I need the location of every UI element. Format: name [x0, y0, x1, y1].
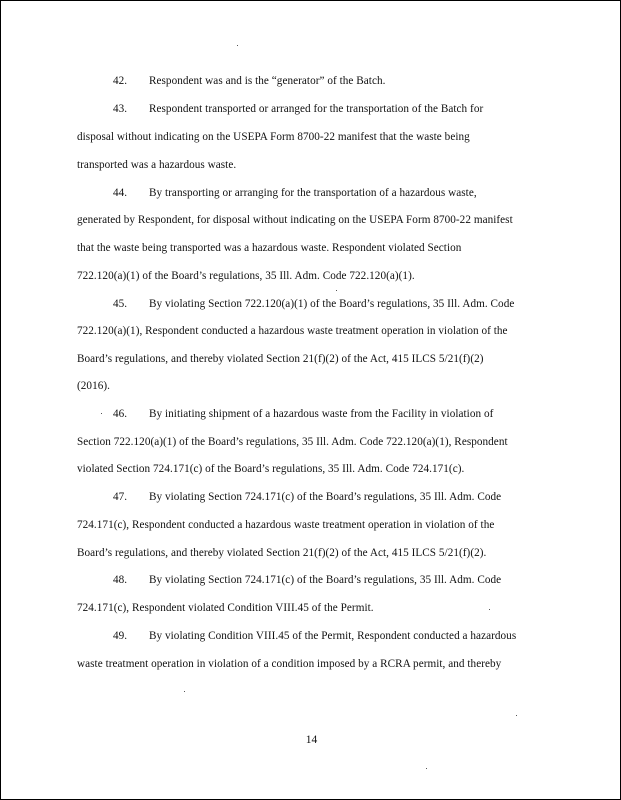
paragraph-line: generated by Respondent, for disposal without indicating on the USEPA Form 8700-22 manifest: [77, 214, 513, 226]
page-number: 14: [305, 734, 318, 746]
paragraph-line: transported was a hazardous waste.: [77, 159, 237, 171]
scan-speck: [237, 45, 238, 46]
paragraph-line: Respondent transported or arranged for the transportation of the Batch for: [149, 103, 484, 115]
paragraph-number: 46.: [113, 408, 127, 420]
paragraph-line: By transporting or arranging for the transportation of a hazardous waste,: [149, 187, 477, 199]
paragraph-line: 722.120(a)(1) of the Board’s regulations, 35 Ill. Adm. Code 722.120(a)(1).: [77, 270, 415, 282]
scan-speck: [426, 768, 427, 769]
paragraph-line: By violating Section 724.171(c) of the Board’s regulations, 35 Ill. Adm. Code: [149, 574, 502, 586]
paragraph-line: 724.171(c), Respondent violated Condition VIII.45 of the Permit.: [77, 602, 374, 614]
paragraph-line: 724.171(c), Respondent conducted a hazardous waste treatment operation in violation of the: [77, 519, 495, 531]
scan-speck: [101, 413, 102, 414]
paragraph-line: violated Section 724.171(c) of the Board’s regulations, 35 Ill. Adm. Code 724.171(c).: [77, 463, 465, 475]
scan-speck: [184, 691, 185, 692]
scan-speck: [489, 609, 490, 610]
paragraph-line: By violating Condition VIII.45 of the Permit, Respondent conducted a hazardous: [149, 630, 517, 642]
paragraph-number: 47.: [113, 491, 127, 503]
paragraph-line: 722.120(a)(1), Respondent conducted a hazardous waste treatment operation in violation of the: [77, 325, 508, 337]
paragraph-number: 43.: [113, 103, 127, 115]
paragraph-line: By violating Section 722.120(a)(1) of the Board’s regulations, 35 Ill. Adm. Code: [149, 298, 515, 310]
paragraph-number: 48.: [113, 574, 127, 586]
paragraph-line: (2016).: [77, 380, 110, 392]
paragraph-line: that the waste being transported was a hazardous waste. Respondent violated Section: [77, 242, 462, 254]
paragraph-number: 49.: [113, 630, 127, 642]
paragraph-line: By initiating shipment of a hazardous waste from the Facility in violation of: [149, 408, 494, 420]
paragraph-line: waste treatment operation in violation of a condition imposed by a RCRA permit, and thereby: [77, 658, 502, 670]
paragraph-number: 45.: [113, 298, 127, 310]
paragraph-line: Section 722.120(a)(1) of the Board’s regulations, 35 Ill. Adm. Code 722.120(a)(1), Respondent: [77, 436, 508, 448]
paragraph-line: Board’s regulations, and thereby violated Section 21(f)(2) of the Act, 415 ILCS 5/21(f)(2): [77, 353, 484, 365]
paragraph-number: 42.: [113, 75, 127, 87]
scan-speck: [516, 715, 517, 716]
paragraph-line: disposal without indicating on the USEPA Form 8700-22 manifest that the waste being: [77, 131, 470, 143]
paragraph-line: Board’s regulations, and thereby violated Section 21(f)(2) of the Act, 415 ILCS 5/21(f)(2).: [77, 547, 487, 559]
paragraph-line: By violating Section 724.171(c) of the Board’s regulations, 35 Ill. Adm. Code: [149, 491, 502, 503]
paragraph-line: Respondent was and is the “generator” of the Batch.: [149, 75, 386, 87]
scan-speck: [336, 290, 337, 291]
paragraph-number: 44.: [113, 187, 127, 199]
